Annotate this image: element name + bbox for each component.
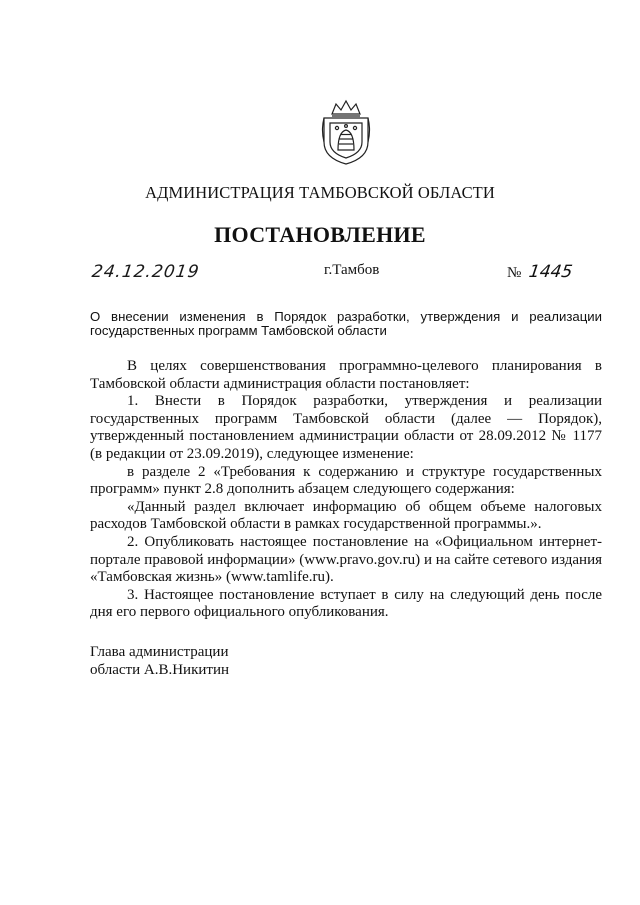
signature-block [90,643,229,679]
signature-line: области А.В.Никитин [90,662,230,678]
document-type-title: ПОСТАНОВЛЕНИЕ [214,222,426,247]
signature-line: Глава администрации [90,644,229,660]
document-city: г.Тамбов [324,262,380,278]
body-paragraph: в разделе 2 «Требования к содержанию и структуре государственных программ» пункт 2.8 дополнить абзацем следующего содержания: [90,463,602,498]
number-value: 1445 [527,262,574,282]
document-date: 24.12.2019 [90,262,201,282]
body-paragraph: В целях совершенствования программно-целевого планирования в Тамбовской области администрация области постановляет: [90,358,602,392]
body-paragraph: 2. Опубликовать настоящее постановление на «Официальном интернет-портале правовой информации» (www.pravo.gov.ru) и на сайте сетевого издания «Тамбовская жизнь» (www.tamlife.ru). [90,533,602,586]
administration-title: АДМИНИСТРАЦИЯ ТАМБОВСКОЙ ОБЛАСТИ [145,183,495,202]
document-number [507,262,573,282]
number-label: № [507,265,522,281]
coat-of-arms-icon [318,98,374,166]
body-paragraph: 1. Внести в Порядок разработки, утверждения и реализации государственных программ Тамбовской области (далее — Порядок), утвержденный постановлением администрации области от 28.09.2012 № 1177 (в редакции от 23.09.2019), следующее изменение: [90,393,602,462]
body-paragraph: «Данный раздел включает информацию об общем объеме налоговых расходов Тамбовской области в рамках государственной программы.». [90,498,602,533]
document-body [90,358,602,622]
document-subject: О внесении изменения в Порядок разработки, утверждения и реализации государственных программ Тамбовской области [90,309,602,338]
body-paragraph: 3. Настоящее постановление вступает в силу на следующий день после дня его первого официального опубликования. [90,586,602,621]
